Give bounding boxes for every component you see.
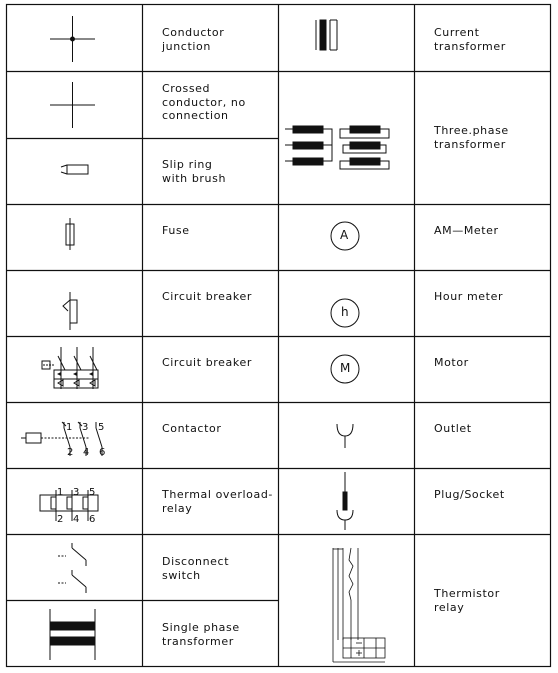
three-phase-transformer-symbol [285, 126, 389, 169]
overload-terminal-3: 3 [73, 487, 80, 498]
contactor-terminal-1: 1 [66, 422, 73, 433]
contactor-terminal-2: 2 [67, 447, 74, 458]
overload-terminal-4: 4 [73, 514, 80, 525]
am-meter-glyph: A [340, 228, 349, 242]
contactor-terminal-6: 6 [99, 447, 106, 458]
three-pole-circuit-breaker-symbol [42, 347, 98, 389]
thermistor-relay-symbol [333, 548, 385, 662]
slip-ring-symbol [61, 165, 88, 174]
label-contactor: Contactor [162, 422, 222, 435]
overload-terminal-1: 1 [57, 487, 64, 498]
label-single-phase-transformer: Single phase transformer [162, 621, 240, 648]
hour-meter-glyph: h [341, 305, 350, 319]
label-am-meter: AM—Meter [434, 224, 499, 237]
overload-terminal-2: 2 [57, 514, 64, 525]
label-hour-meter: Hour meter [434, 290, 504, 303]
label-motor: Motor [434, 356, 469, 369]
label-fuse: Fuse [162, 224, 190, 237]
conductor-junction-symbol [50, 16, 95, 62]
fuse-symbol [66, 218, 74, 250]
label-outlet: Outlet [434, 422, 472, 435]
single-phase-transformer-symbol [50, 609, 95, 660]
current-transformer-symbol [316, 20, 337, 50]
crossed-conductor-symbol [50, 82, 95, 128]
label-thermistor-relay: Thermistor relay [434, 587, 500, 614]
label-conductor-junction: Conductor junction [162, 26, 225, 53]
motor-glyph: M [340, 361, 351, 375]
table-grid [7, 5, 551, 667]
contactor-terminal-5: 5 [98, 422, 105, 433]
label-three-phase-transformer: Three.phase transformer [434, 124, 509, 151]
contactor-terminal-3: 3 [82, 422, 89, 433]
label-circuit-breaker: Circuit breaker [162, 290, 252, 303]
overload-terminal-5: 5 [89, 487, 96, 498]
disconnect-switch-symbol [58, 543, 86, 593]
label-slip-ring: Slip ring with brush [162, 158, 227, 185]
label-crossed-conductor: Crossed conductor, no connection [162, 82, 246, 122]
overload-terminal-6: 6 [89, 514, 96, 525]
label-three-pole-circuit-breaker: Circuit breaker [162, 356, 252, 369]
label-thermal-overload-relay: Thermal overload- relay [162, 488, 274, 515]
plug-socket-symbol [337, 472, 353, 530]
label-plug-socket: Plug/Socket [434, 488, 505, 501]
contactor-terminal-4: 4 [83, 447, 90, 458]
label-current-transformer: Current transformer [434, 26, 506, 53]
label-disconnect-switch: Disconnect switch [162, 555, 230, 582]
circuit-breaker-symbol [63, 292, 77, 330]
outlet-symbol [337, 424, 353, 448]
